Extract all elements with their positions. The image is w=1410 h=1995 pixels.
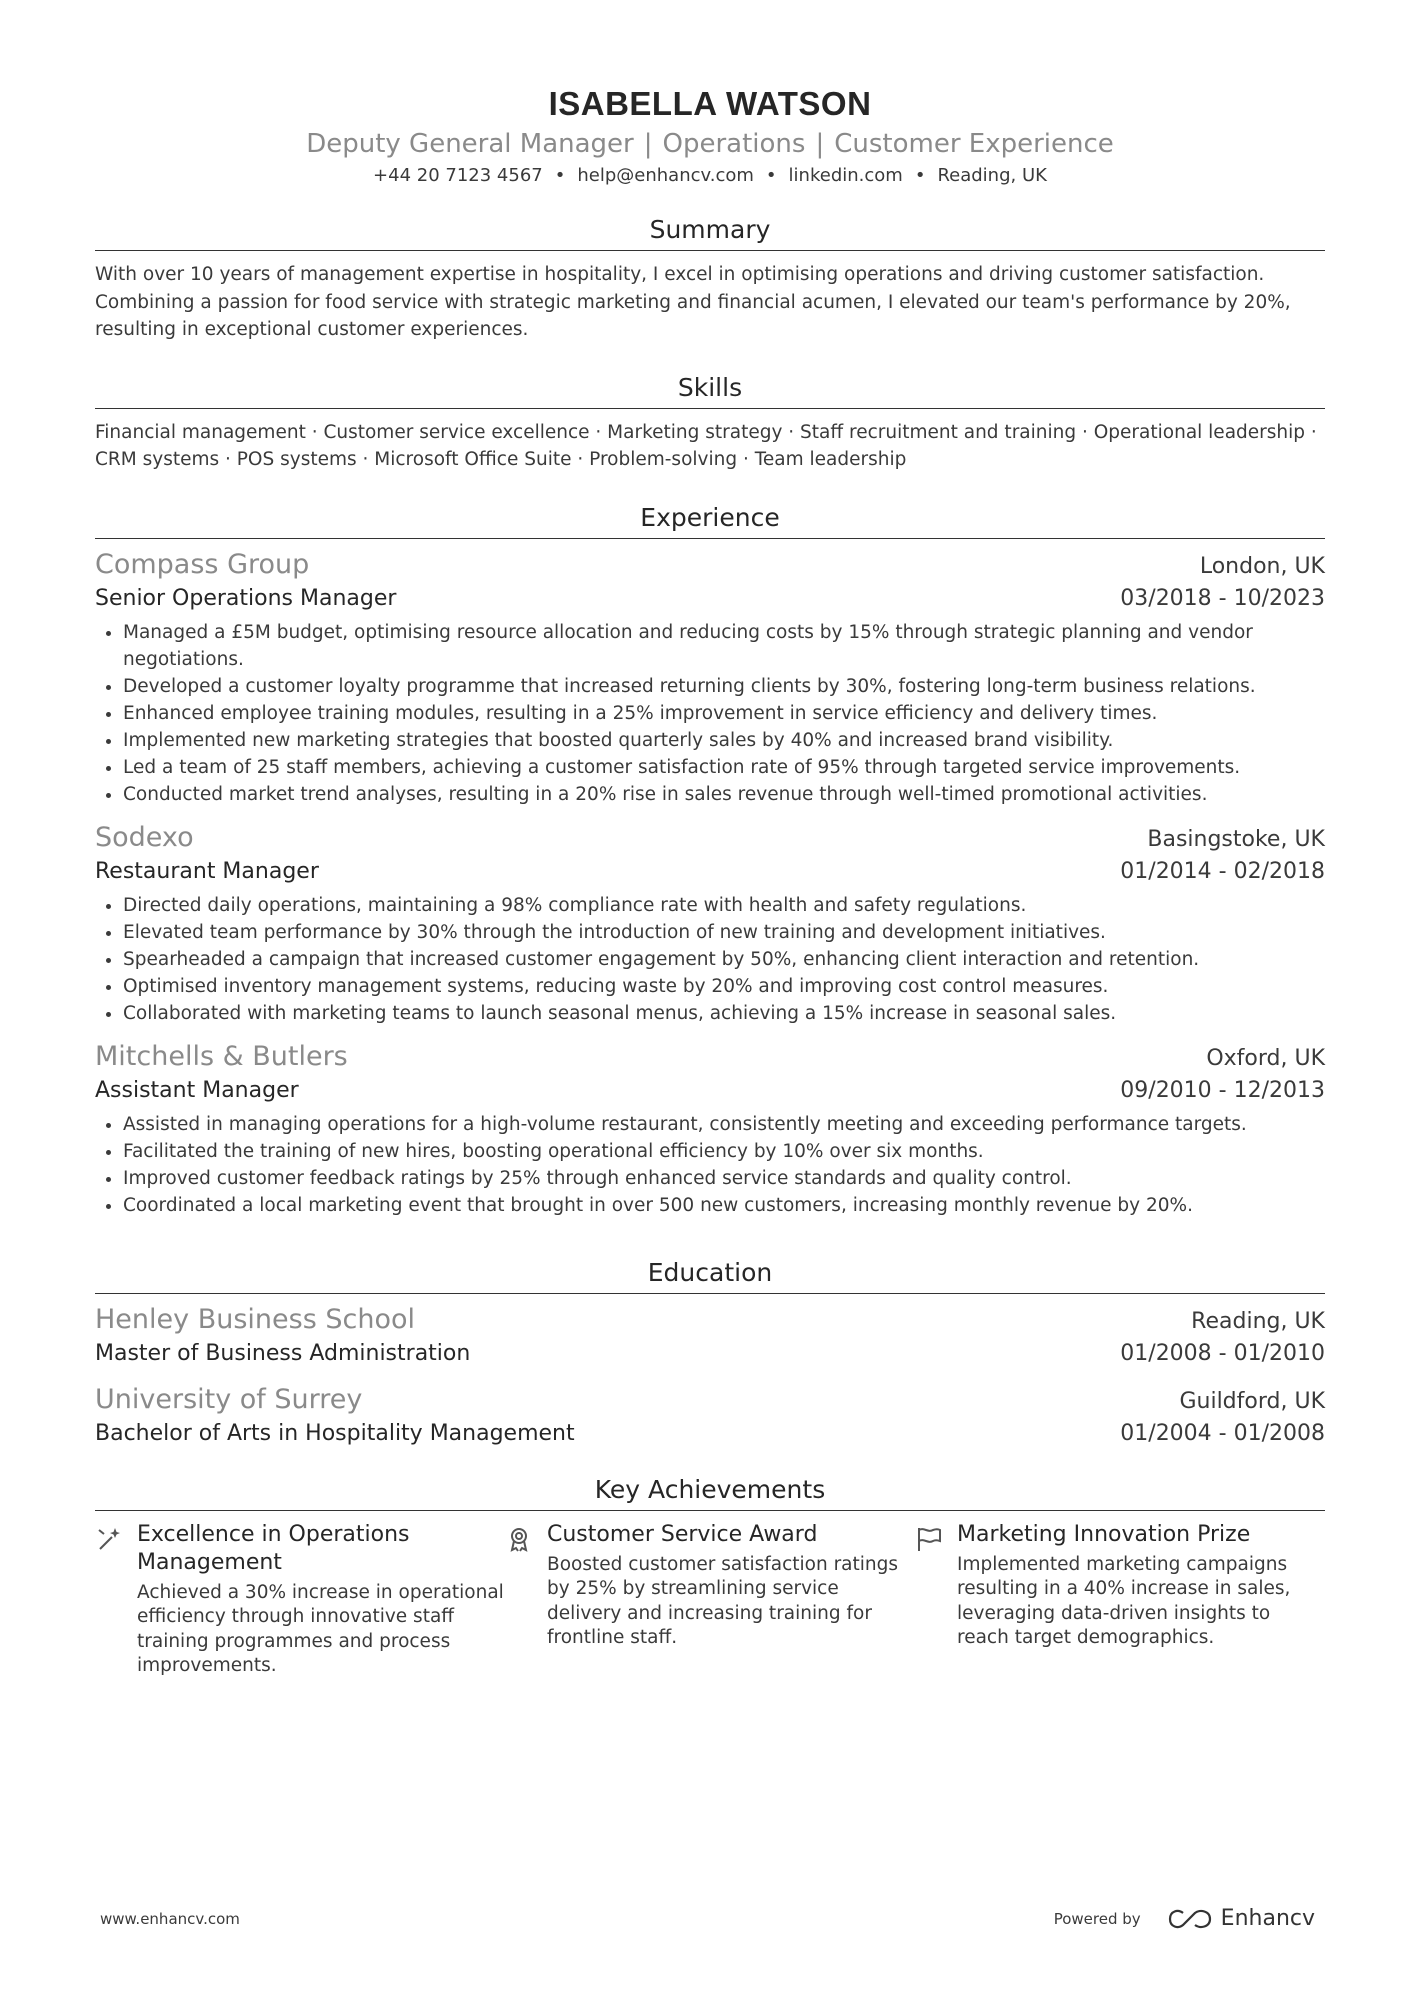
list-item: • Conducted market trend analyses, resulting in a 20% rise in sales revenue through well-timed promotional activities. — [123, 781, 1325, 808]
list-item: • Facilitated the training of new hires, boosting operational efficiency by 10% over six months. — [123, 1138, 1325, 1165]
study-dates: 01/2004 - 01/2008 — [1120, 1420, 1325, 1446]
phone[interactable]: +44 20 7123 4567 — [373, 165, 543, 186]
brand-name: Enhancv — [1220, 1906, 1315, 1931]
enhancv-logo-icon — [1167, 1908, 1213, 1930]
headline-separator: | — [815, 129, 825, 159]
achievement-list — [95, 892, 1325, 1027]
achievement-title: Excellence in Operations Management — [137, 1521, 410, 1575]
company-name: Mitchells & Butlers — [95, 1040, 348, 1072]
achievement-title: Customer Service Award — [547, 1521, 818, 1547]
job-title: Senior Operations Manager — [95, 585, 397, 611]
section-title: Key Achievements — [95, 1472, 1325, 1511]
contact-line — [95, 162, 1325, 190]
experience-entry — [95, 547, 1325, 808]
list-item: • Developed a customer loyalty programme that increased returning clients by 30%, fostering long-term business relations. — [123, 673, 1325, 700]
skills-section — [95, 370, 1325, 474]
candidate-name: ISABELLA WATSON — [548, 85, 872, 122]
school-name: University of Surrey — [95, 1383, 363, 1415]
section-title: Skills — [95, 370, 1325, 409]
contact-separator: • — [765, 165, 777, 186]
headline-part: Deputy General Manager — [306, 129, 634, 159]
study-dates: 01/2008 - 01/2010 — [1120, 1340, 1325, 1366]
brand-credit — [1054, 1906, 1315, 1931]
experience-entry — [95, 820, 1325, 1027]
headline — [95, 126, 1325, 162]
headline-separator: | — [643, 129, 653, 159]
school-location: Guildford, UK — [1179, 1388, 1325, 1414]
job-title: Restaurant Manager — [95, 858, 319, 884]
company-name: Compass Group — [95, 548, 310, 580]
flag-icon — [915, 1521, 957, 1679]
job-location: London, UK — [1199, 553, 1325, 579]
job-dates: 03/2018 - 10/2023 — [1120, 585, 1325, 611]
list-item: • Assisted in managing operations for a high-volume restaurant, consistently meeting and exceeding performance targets. — [123, 1111, 1325, 1138]
school-name: Henley Business School — [95, 1303, 415, 1335]
achievement-description: Achieved a 30% increase in operational efficiency through innovative staff training programmes and process improvements. — [137, 1581, 504, 1676]
achievement-card — [915, 1521, 1325, 1679]
linkedin-link[interactable]: linkedin.com — [788, 165, 903, 186]
award-medal-icon — [505, 1521, 547, 1679]
powered-by-label: Powered by — [1053, 1909, 1141, 1928]
email-link[interactable]: help@enhancv.com — [577, 165, 754, 186]
degree: Master of Business Administration — [95, 1340, 471, 1366]
summary-text: With over 10 years of management expertise in hospitality, I excel in optimising operations and driving customer satisfaction. Combining a passion for food service with strategic marketing and financial acumen, I elevated our team's performance by 20%, resulting in exceptional customer experiences. — [95, 264, 1291, 340]
school-location: Reading, UK — [1191, 1308, 1325, 1334]
page-footer — [100, 1906, 1315, 1931]
job-location: Basingstoke, UK — [1147, 826, 1325, 852]
list-item: • Led a team of 25 staff members, achieving a customer satisfaction rate of 95% through targeted service improvements. — [123, 754, 1325, 781]
education-section — [95, 1255, 1325, 1450]
list-item: • Elevated team performance by 30% through the introduction of new training and development initiatives. — [123, 919, 1325, 946]
contact-separator: • — [914, 165, 926, 186]
job-dates: 01/2014 - 02/2018 — [1120, 858, 1325, 884]
headline-part: Customer Experience — [834, 129, 1114, 159]
achievement-description: Implemented marketing campaigns resulting in a 40% increase in sales, leveraging data-driven insights to reach target demographics. — [957, 1553, 1291, 1648]
degree: Bachelor of Arts in Hospitality Management — [95, 1420, 575, 1446]
list-item: • Managed a £5M budget, optimising resource allocation and reducing costs by 15% through strategic planning and vendor negotiations. — [123, 619, 1325, 673]
section-title: Summary — [95, 212, 1325, 251]
achievements-grid — [95, 1521, 1325, 1679]
achievement-title: Marketing Innovation Prize — [957, 1521, 1251, 1547]
website-link[interactable]: www.enhancv.com — [100, 1909, 240, 1928]
list-item: • Coordinated a local marketing event that brought in over 500 new customers, increasing monthly revenue by 20%. — [123, 1192, 1325, 1219]
list-item: • Directed daily operations, maintaining a 98% compliance rate with health and safety regulations. — [123, 892, 1325, 919]
skills-text: Financial management · Customer service excellence · Marketing strategy · Staff recruitment and training · Operational leadership · CRM systems · POS systems · Microsoft Office Suite · Problem-solving · Team leadership — [95, 421, 1317, 470]
achievement-card — [505, 1521, 915, 1679]
achievement-list — [95, 619, 1325, 808]
achievement-card — [95, 1521, 505, 1679]
list-item: • Enhanced employee training modules, resulting in a 25% improvement in service efficiency and delivery times. — [123, 700, 1325, 727]
section-title: Education — [95, 1255, 1325, 1294]
experience-entry — [95, 1039, 1325, 1219]
education-entry — [95, 1302, 1325, 1370]
list-item: • Improved customer feedback ratings by 25% through enhanced service standards and quality control. — [123, 1165, 1325, 1192]
contact-separator: • — [554, 165, 566, 186]
achievement-list — [95, 1111, 1325, 1219]
enhancv-logo[interactable] — [1167, 1906, 1315, 1931]
list-item: • Spearheaded a campaign that increased customer engagement by 50%, enhancing client interaction and retention. — [123, 946, 1325, 973]
list-item: • Implemented new marketing strategies that boosted quarterly sales by 40% and increased brand visibility. — [123, 727, 1325, 754]
education-entry — [95, 1382, 1325, 1450]
achievement-description: Boosted customer satisfaction ratings by 25% by streamlining service delivery and increasing training for frontline staff. — [547, 1553, 899, 1648]
company-name: Sodexo — [95, 821, 194, 853]
job-title: Assistant Manager — [95, 1077, 299, 1103]
magic-wand-icon — [95, 1521, 137, 1679]
job-location: Oxford, UK — [1206, 1045, 1325, 1071]
resume-header — [95, 0, 1325, 190]
headline-part: Operations — [662, 129, 806, 159]
list-item: • Optimised inventory management systems, reducing waste by 20% and improving cost control measures. — [123, 973, 1325, 1000]
resume-page — [95, 0, 1325, 1679]
job-dates: 09/2010 - 12/2013 — [1120, 1077, 1325, 1103]
achievements-section — [95, 1472, 1325, 1679]
experience-section — [95, 500, 1325, 1219]
location: Reading, UK — [937, 165, 1047, 186]
list-item: • Collaborated with marketing teams to launch seasonal menus, achieving a 15% increase in seasonal sales. — [123, 1000, 1325, 1027]
summary-section — [95, 212, 1325, 344]
section-title: Experience — [95, 500, 1325, 539]
